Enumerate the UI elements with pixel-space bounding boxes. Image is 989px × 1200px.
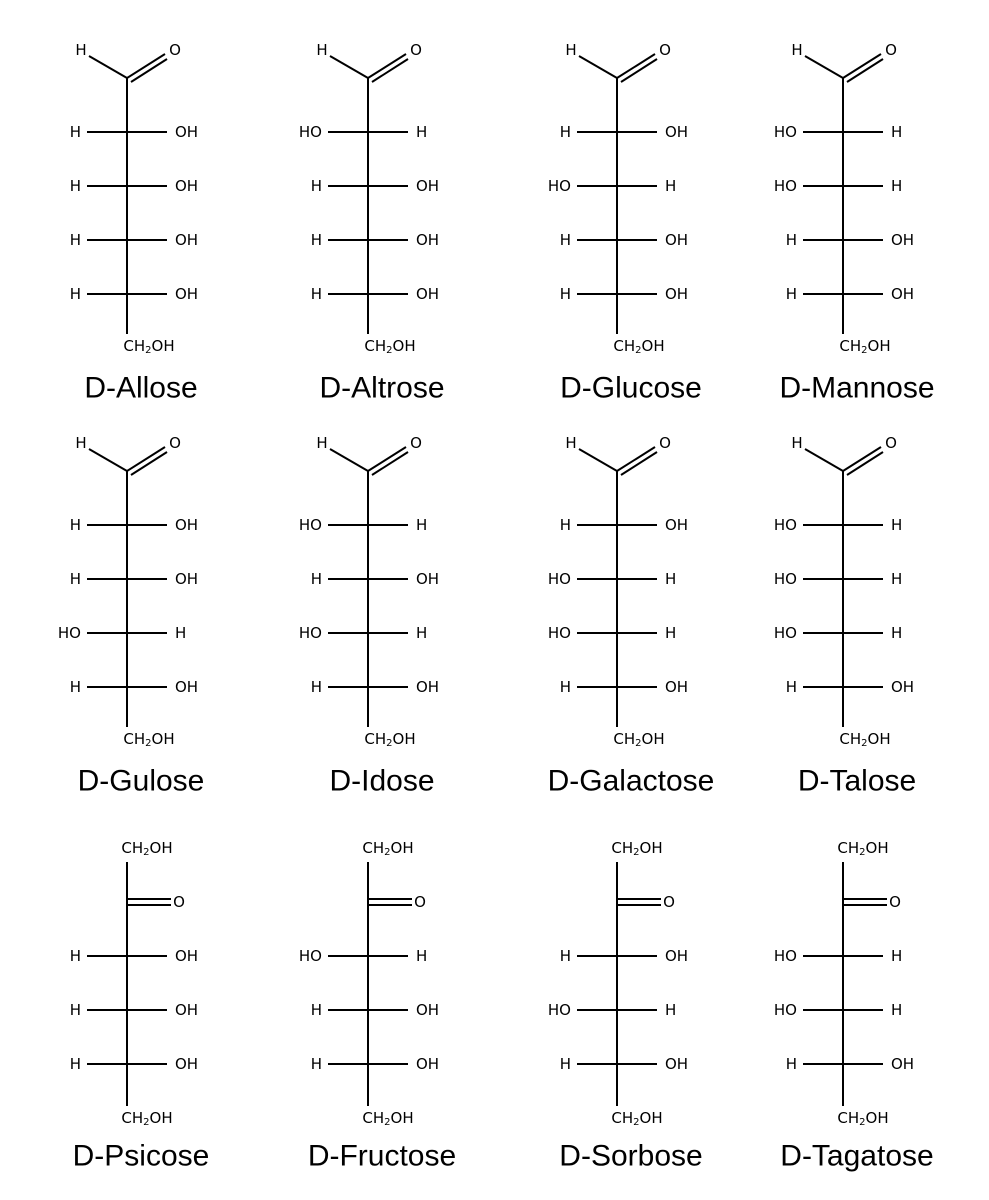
- atom-label-ho: HO: [57, 624, 81, 642]
- aldehyde-h-bond: [805, 449, 843, 471]
- molecule-d-talose: [774, 434, 916, 798]
- carbonyl-bond: [617, 54, 655, 78]
- atom-label-ho: HO: [547, 177, 571, 195]
- atom-label-oh: OH: [416, 570, 440, 588]
- atom-label-h: H: [310, 177, 322, 195]
- ch2oh-top: $CH_2OH$: [611, 839, 663, 858]
- atom-label-oh: OH: [416, 231, 440, 249]
- atom-label-oh: OH: [665, 1055, 689, 1073]
- carbonyl-bond: [843, 54, 881, 78]
- atom-label-h: H: [785, 1055, 797, 1073]
- atom-label-h: H: [559, 516, 571, 534]
- carbonyl-bond: [617, 447, 655, 471]
- atom-label-h: H: [665, 177, 677, 195]
- molecule-name: D-Glucose: [560, 371, 702, 405]
- atom-label-h: H: [416, 624, 428, 642]
- molecule-name: D-Psicose: [72, 1139, 210, 1173]
- atom-label-ho: HO: [547, 624, 571, 642]
- molecule-d-gulose: [58, 434, 204, 798]
- atom-label-h: H: [665, 1001, 677, 1019]
- ch2oh-bottom: $CH_2OH$: [837, 1109, 889, 1128]
- atom-label-h: H: [559, 1055, 571, 1073]
- carbonyl-double-bond: [847, 452, 883, 475]
- molecule-d-altrose: [299, 41, 445, 405]
- molecule-d-mannose: [774, 41, 935, 405]
- atom-label-h: H: [69, 516, 81, 534]
- atom-label-h: H: [175, 624, 187, 642]
- atom-label-oh: OH: [175, 516, 199, 534]
- aldehyde-h-bond: [579, 56, 617, 78]
- carbonyl-double-bond: [621, 59, 657, 82]
- atom-label-o: O: [659, 41, 671, 59]
- molecule-d-fructose: [299, 839, 456, 1173]
- atom-label-o: O: [663, 893, 675, 911]
- atom-label-ho: HO: [773, 570, 797, 588]
- atom-label-ho: HO: [773, 1001, 797, 1019]
- ch2oh-terminal: $CH_2OH$: [613, 337, 665, 356]
- atom-label-h: H: [559, 947, 571, 965]
- atom-label-h: H: [559, 123, 571, 141]
- atom-label-oh: OH: [416, 285, 440, 303]
- carbonyl-double-bond: [621, 452, 657, 475]
- atom-label-oh: OH: [416, 177, 440, 195]
- molecule-d-allose: [70, 41, 198, 405]
- atom-label-h: H: [416, 947, 428, 965]
- atom-label-oh: OH: [416, 1001, 440, 1019]
- aldehyde-h-bond: [805, 56, 843, 78]
- ch2oh-terminal: $CH_2OH$: [364, 730, 416, 749]
- molecule-name: D-Tagatose: [780, 1139, 934, 1173]
- atom-label-o: O: [659, 434, 671, 452]
- atom-label-o: O: [885, 434, 897, 452]
- atom-label-h: H: [891, 123, 903, 141]
- atom-label-o: O: [889, 893, 901, 911]
- atom-label-aldehyde-h: H: [316, 434, 328, 452]
- atom-label-oh: OH: [175, 570, 199, 588]
- carbonyl-double-bond: [847, 59, 883, 82]
- atom-label-h: H: [891, 516, 903, 534]
- ch2oh-bottom: $CH_2OH$: [611, 1109, 663, 1128]
- atom-label-aldehyde-h: H: [565, 434, 577, 452]
- atom-label-h: H: [559, 231, 571, 249]
- atom-label-oh: OH: [665, 123, 689, 141]
- atom-label-ho: HO: [298, 123, 322, 141]
- atom-label-ho: HO: [298, 947, 322, 965]
- atom-label-h: H: [310, 231, 322, 249]
- atom-label-o: O: [169, 434, 181, 452]
- atom-label-h: H: [69, 947, 81, 965]
- atom-label-ho: HO: [298, 624, 322, 642]
- atom-label-h: H: [310, 678, 322, 696]
- aldehyde-h-bond: [579, 449, 617, 471]
- aldehyde-h-bond: [330, 449, 368, 471]
- carbonyl-bond: [843, 447, 881, 471]
- atom-label-h: H: [69, 570, 81, 588]
- atom-label-h: H: [69, 1001, 81, 1019]
- molecule-d-tagatose: [774, 839, 934, 1173]
- carbonyl-double-bond: [372, 452, 408, 475]
- atom-label-h: H: [891, 570, 903, 588]
- atom-label-oh: OH: [416, 1055, 440, 1073]
- ch2oh-terminal: $CH_2OH$: [364, 337, 416, 356]
- ch2oh-terminal: $CH_2OH$: [839, 337, 891, 356]
- atom-label-ho: HO: [547, 570, 571, 588]
- atom-label-h: H: [69, 177, 81, 195]
- atom-label-ho: HO: [773, 624, 797, 642]
- atom-label-oh: OH: [665, 516, 689, 534]
- molecule-name: D-Talose: [797, 764, 917, 798]
- atom-label-aldehyde-h: H: [791, 41, 803, 59]
- ch2oh-terminal: $CH_2OH$: [123, 337, 175, 356]
- atom-label-h: H: [891, 1001, 903, 1019]
- atom-label-o: O: [414, 893, 426, 911]
- atom-label-oh: OH: [175, 177, 199, 195]
- atom-label-oh: OH: [665, 678, 689, 696]
- atom-label-h: H: [785, 678, 797, 696]
- molecule-name: D-Altrose: [319, 371, 445, 405]
- atom-label-oh: OH: [665, 285, 689, 303]
- atom-label-aldehyde-h: H: [316, 41, 328, 59]
- atom-label-ho: HO: [773, 516, 797, 534]
- atom-label-h: H: [69, 123, 81, 141]
- atom-label-o: O: [885, 41, 897, 59]
- aldehyde-h-bond: [89, 449, 127, 471]
- atom-label-h: H: [69, 1055, 81, 1073]
- atom-label-oh: OH: [665, 231, 689, 249]
- molecule-d-galactose: [548, 434, 715, 798]
- atom-label-h: H: [69, 285, 81, 303]
- atom-label-h: H: [310, 285, 322, 303]
- atom-label-h: H: [310, 1055, 322, 1073]
- atom-label-h: H: [891, 624, 903, 642]
- aldehyde-h-bond: [89, 56, 127, 78]
- molecule-d-psicose: [70, 839, 210, 1173]
- atom-label-ho: HO: [773, 177, 797, 195]
- atom-label-h: H: [891, 177, 903, 195]
- atom-label-oh: OH: [891, 231, 915, 249]
- atom-label-ho: HO: [773, 123, 797, 141]
- carbonyl-bond: [127, 447, 165, 471]
- atom-label-o: O: [169, 41, 181, 59]
- atom-label-oh: OH: [175, 123, 199, 141]
- atom-label-aldehyde-h: H: [75, 434, 87, 452]
- atom-label-oh: OH: [891, 678, 915, 696]
- atom-label-ho: HO: [547, 1001, 571, 1019]
- atom-label-oh: OH: [175, 947, 199, 965]
- ch2oh-top: $CH_2OH$: [837, 839, 889, 858]
- atom-label-oh: OH: [665, 947, 689, 965]
- ch2oh-top: $CH_2OH$: [121, 839, 173, 858]
- atom-label-o: O: [410, 41, 422, 59]
- atom-label-oh: OH: [175, 1055, 199, 1073]
- atom-label-aldehyde-h: H: [75, 41, 87, 59]
- molecule-d-sorbose: [548, 839, 703, 1173]
- atom-label-h: H: [785, 285, 797, 303]
- ch2oh-terminal: $CH_2OH$: [123, 730, 175, 749]
- atom-label-oh: OH: [891, 1055, 915, 1073]
- molecule-name: D-Fructose: [307, 1139, 457, 1173]
- atom-label-o: O: [173, 893, 185, 911]
- molecule-d-glucose: [548, 41, 702, 405]
- atom-label-oh: OH: [175, 231, 199, 249]
- atom-label-aldehyde-h: H: [565, 41, 577, 59]
- carbonyl-double-bond: [372, 59, 408, 82]
- molecule-name: D-Gulose: [77, 764, 205, 798]
- molecule-name: D-Mannose: [779, 371, 935, 405]
- molecule-d-idose: [299, 434, 439, 798]
- atom-label-h: H: [559, 678, 571, 696]
- atom-label-oh: OH: [175, 1001, 199, 1019]
- atom-label-ho: HO: [773, 947, 797, 965]
- atom-label-h: H: [559, 285, 571, 303]
- carbonyl-double-bond: [131, 59, 167, 82]
- atom-label-o: O: [410, 434, 422, 452]
- molecule-name: D-Sorbose: [559, 1139, 703, 1173]
- atom-label-h: H: [665, 624, 677, 642]
- ch2oh-bottom: $CH_2OH$: [362, 1109, 414, 1128]
- atom-label-h: H: [310, 1001, 322, 1019]
- atom-label-h: H: [416, 123, 428, 141]
- atom-label-oh: OH: [175, 285, 199, 303]
- ch2oh-terminal: $CH_2OH$: [839, 730, 891, 749]
- aldehyde-h-bond: [330, 56, 368, 78]
- atom-label-oh: OH: [175, 678, 199, 696]
- carbonyl-bond: [368, 447, 406, 471]
- atom-label-aldehyde-h: H: [791, 434, 803, 452]
- atom-label-h: H: [416, 516, 428, 534]
- carbonyl-double-bond: [131, 452, 167, 475]
- ch2oh-bottom: $CH_2OH$: [121, 1109, 173, 1128]
- ch2oh-top: $CH_2OH$: [362, 839, 414, 858]
- atom-label-h: H: [891, 947, 903, 965]
- atom-label-oh: OH: [891, 285, 915, 303]
- molecule-name: D-Allose: [84, 371, 198, 405]
- atom-label-h: H: [310, 570, 322, 588]
- atom-label-h: H: [785, 231, 797, 249]
- atom-label-ho: HO: [298, 516, 322, 534]
- ch2oh-terminal: $CH_2OH$: [613, 730, 665, 749]
- carbonyl-bond: [127, 54, 165, 78]
- molecule-name: D-Galactose: [547, 764, 715, 798]
- atom-label-h: H: [69, 231, 81, 249]
- carbonyl-bond: [368, 54, 406, 78]
- atom-label-h: H: [69, 678, 81, 696]
- molecule-name: D-Idose: [329, 764, 435, 798]
- atom-label-oh: OH: [416, 678, 440, 696]
- atom-label-h: H: [665, 570, 677, 588]
